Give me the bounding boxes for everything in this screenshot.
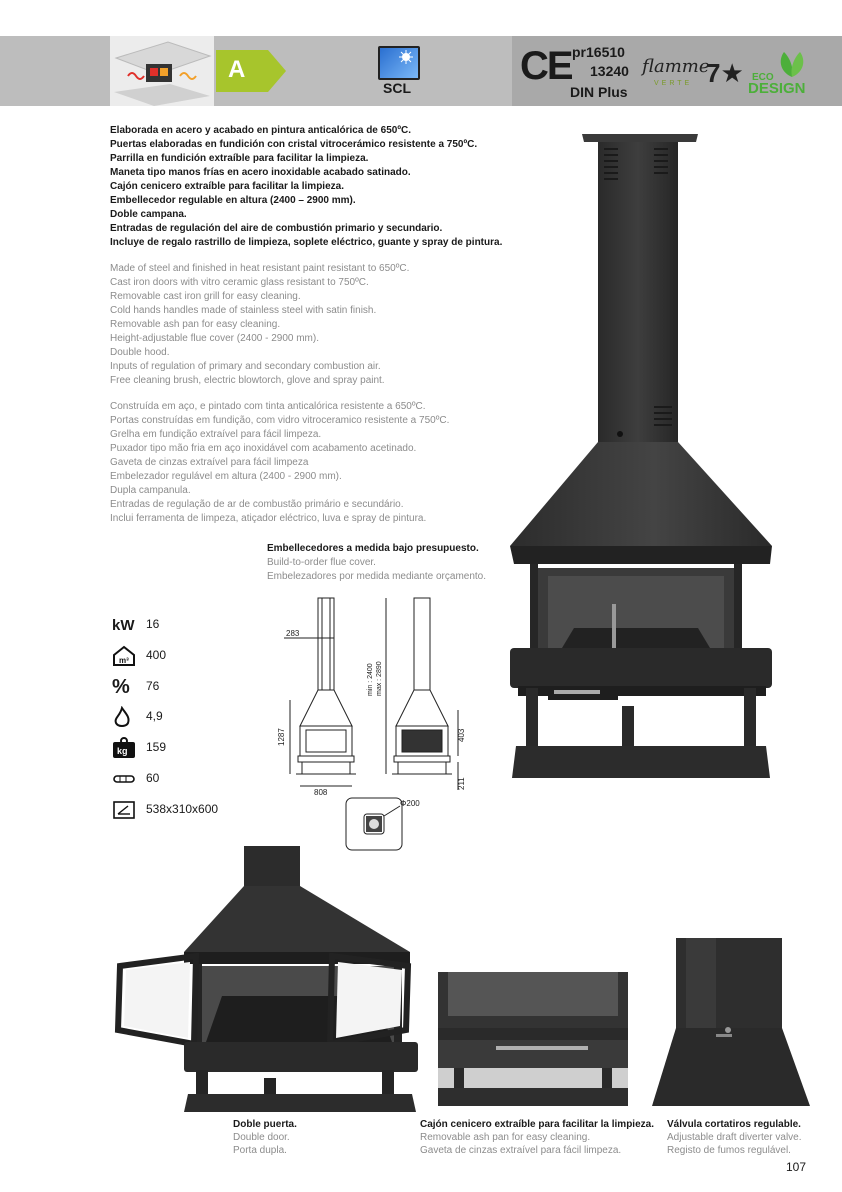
desc-es-line: Entradas de regulación del aire de combustión primario y secundario.	[110, 223, 443, 234]
desc-es-line: Elaborada en acero y acabado en pintura anticalórica de 650ºC.	[110, 125, 411, 136]
desc-pt-line: Grelha em fundição extraível para fácil limpeza.	[110, 429, 322, 440]
desc-en-line: Cold hands handles made of stainless steel with satin finish.	[110, 305, 377, 316]
desc-es-line: Parrilla en fundición extraíble para facilitar la limpieza.	[110, 153, 369, 164]
dim-283: 283	[286, 629, 300, 638]
installation-thumbnail	[110, 36, 214, 106]
caption-pt: Porta dupla.	[233, 1145, 287, 1156]
desc-pt-line: Construída em aço, e pintado com tinta anticalórica resistente a 650ºC.	[110, 401, 426, 412]
ash-pan-photo	[438, 972, 628, 1106]
desc-es-line: Cajón cenicero extraíble para facilitar la limpieza.	[110, 181, 344, 192]
caption-pt: Gaveta de cinzas extraível para fácil limpeza.	[420, 1145, 622, 1156]
dim-211: 211	[457, 777, 466, 790]
desc-pt-line: Inclui ferramenta de limpeza, atiçador eléctrico, luva e spray de pintura.	[110, 513, 427, 524]
desc-en-line: Removable ash pan for easy cleaning.	[110, 319, 281, 330]
percent-icon: %	[112, 675, 130, 698]
cover-note-en: Build-to-order flue cover.	[267, 557, 376, 568]
desc-es-line: Maneta tipo manos frías en acero inoxidable acabado satinado.	[110, 167, 411, 178]
description-portuguese	[110, 400, 510, 526]
technical-drawing	[276, 592, 472, 860]
caption-en: Double door.	[233, 1132, 290, 1143]
page-number: 107	[786, 1160, 807, 1174]
caption-en: Adjustable draft diverter valve.	[667, 1132, 802, 1143]
dim-max: max : 2890	[376, 661, 383, 696]
spec-power	[112, 614, 242, 636]
desc-en-line: Double hood.	[110, 347, 170, 358]
weight-kg-icon	[112, 737, 138, 759]
cert-13240: 13240	[590, 63, 629, 79]
flamme-verte-logo: flamme	[642, 56, 710, 77]
spec-value: 159	[146, 740, 167, 754]
spec-firebox-size	[112, 799, 242, 821]
caption-ash-pan	[420, 1118, 654, 1157]
dim-1287: 1287	[277, 728, 286, 746]
spec-fuel	[112, 706, 242, 728]
desc-pt-line: Puxador tipo mão fria em aço inoxidável com acabamento acetinado.	[110, 443, 417, 454]
fireplace-main-image	[508, 128, 776, 784]
house-m3-icon	[112, 645, 138, 667]
dim-min: min : 2400	[367, 663, 374, 696]
desc-en-line: Cast iron doors with vitro ceramic glass resistant to 750ºC.	[110, 277, 369, 288]
desc-en-line: Height-adjustable flue cover (2400 - 2900 mm).	[110, 333, 319, 344]
caption-double-door	[233, 1118, 297, 1157]
design-label: DESIGN	[748, 80, 806, 97]
caption-draft-valve	[667, 1118, 802, 1157]
caption-es: Válvula cortatiros regulable.	[667, 1119, 801, 1130]
house-m3-label: m³	[119, 656, 129, 665]
desc-es-line: Incluye de regalo rastrillo de limpieza, soplete eléctrico, guante y spray de pintura.	[110, 237, 503, 248]
desc-es-line: Puertas elaboradas en fundición con cristal vitrocerámico resistente a 750ºC.	[110, 139, 478, 150]
spec-value: 60	[146, 771, 160, 785]
flamme-stars: 7★	[706, 58, 744, 88]
spec-value: 16	[146, 617, 160, 631]
cover-note-pt: Embelezadores por medida mediante orçamento.	[267, 571, 487, 582]
firebox-dimensions-icon	[112, 799, 138, 821]
scl-label: SCL	[383, 80, 411, 96]
dim-808: 808	[314, 788, 328, 797]
spec-value: 538x310x600	[146, 802, 219, 816]
desc-es-line: Embellecedor regulable en altura (2400 – 2900 mm).	[110, 195, 356, 206]
spec-log-length	[112, 768, 242, 790]
cert-pr16510: pr16510	[572, 44, 625, 60]
spec-value: 4,9	[146, 709, 163, 723]
caption-pt: Registo de fumos regulável.	[667, 1145, 791, 1156]
flue-pipe-icon	[112, 768, 138, 790]
eco-leaf-icon	[776, 50, 808, 78]
spec-efficiency	[112, 676, 242, 698]
weight-kg-label: kg	[117, 746, 128, 756]
dim-403: 403	[457, 728, 466, 742]
dim-diameter: Φ200	[400, 799, 420, 808]
desc-en-line: Free cleaning brush, electric blowtorch, glove and spray paint.	[110, 375, 385, 386]
spec-value: 76	[146, 679, 160, 693]
double-door-photo	[114, 846, 418, 1112]
desc-pt-line: Gaveta de cinzas extraível para fácil limpeza	[110, 457, 309, 468]
ce-mark: CE	[520, 44, 572, 88]
spec-weight	[112, 737, 242, 759]
energy-class-arrow-icon	[216, 50, 286, 92]
desc-en-line: Removable cast iron grill for easy cleaning.	[110, 291, 301, 302]
spec-volume	[112, 645, 242, 667]
desc-pt-line: Entradas de regulação de ar de combustão primário e secundário.	[110, 499, 404, 510]
caption-es: Doble puerta.	[233, 1119, 297, 1130]
draft-valve-photo	[652, 938, 810, 1106]
scl-icon	[378, 46, 420, 80]
desc-en-line: Made of steel and finished in heat resistant paint resistant to 650ºC.	[110, 263, 410, 274]
description-spanish	[110, 124, 510, 250]
flame-icon	[112, 706, 138, 728]
eco-label: ECO	[752, 72, 774, 83]
desc-es-line: Doble campana.	[110, 209, 187, 220]
desc-pt-line: Dupla campanula.	[110, 485, 191, 496]
desc-pt-line: Embelezador regulável em altura (2400 - 2900 mm).	[110, 471, 342, 482]
description-english	[110, 262, 510, 388]
caption-es: Cajón cenicero extraíble para facilitar la limpieza.	[420, 1119, 654, 1130]
desc-en-line: Inputs of regulation of primary and secondary combustion air.	[110, 361, 381, 372]
spec-value: 400	[146, 648, 167, 662]
cover-note-es: Embellecedores a medida bajo presupuesto.	[267, 543, 479, 554]
flamme-verte-sub: VERTE	[654, 80, 693, 87]
cert-din-plus: DIN Plus	[570, 84, 628, 100]
kw-icon: kW	[112, 616, 135, 634]
energy-class-label: A	[228, 56, 246, 83]
flue-cover-note	[267, 542, 486, 584]
caption-en: Removable ash pan for easy cleaning.	[420, 1132, 591, 1143]
desc-pt-line: Portas construídas em fundição, com vidro vitroceramico resistente a 750ºC.	[110, 415, 450, 426]
